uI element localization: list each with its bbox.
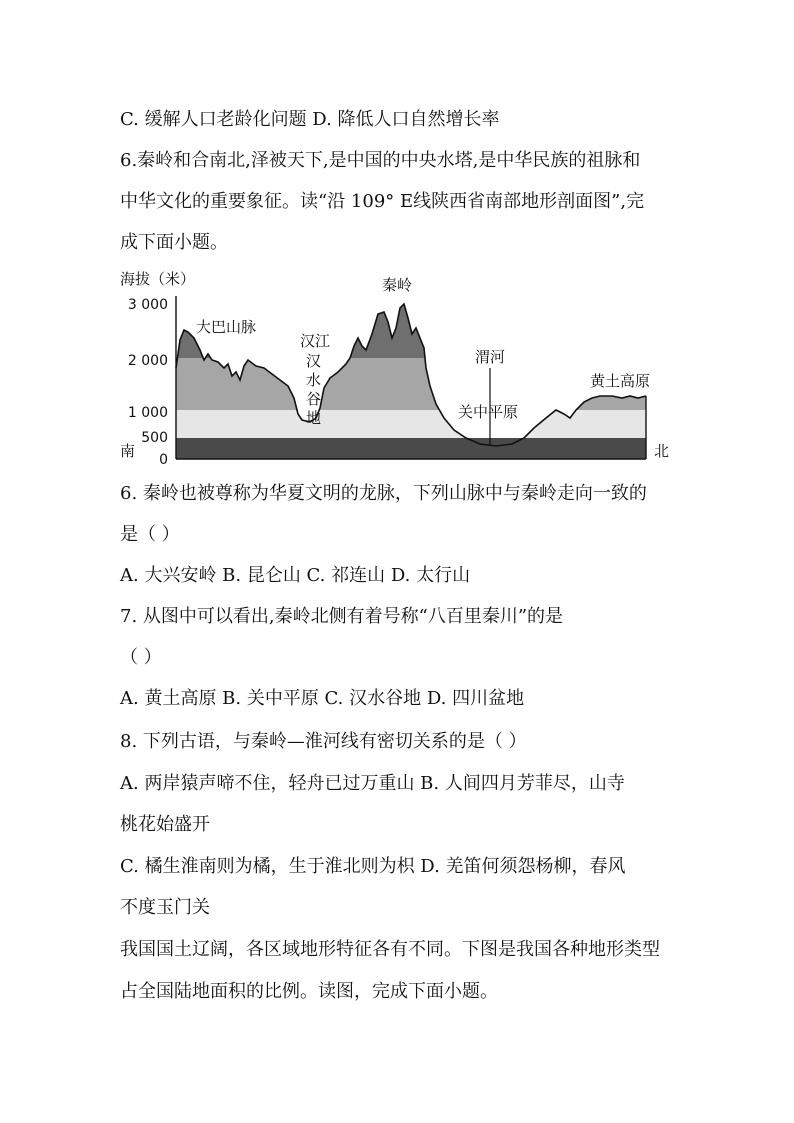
line-17: 占全国陆地面积的比例。读图，完成下面小题。 (120, 981, 498, 1002)
label-hanshui-4: 地 (306, 409, 322, 427)
line-9: （ ） (120, 647, 162, 668)
line-8: 7. 从图中可以看出,秦岭北侧有着号称“八百里秦川”的是 (120, 606, 564, 627)
y-tick-1000: 1 000 (127, 405, 168, 421)
y-tick-2000: 2 000 (127, 353, 168, 369)
line-5: 6. 秦岭也被尊称为华夏文明的龙脉，下列山脉中与秦岭走向一致的 (120, 483, 647, 504)
line-13: 桃花始盛开 (120, 814, 210, 835)
y-axis-title: 海拔（米） (120, 270, 196, 288)
line-10: A. 黄土高原 B. 关中平原 C. 汉水谷地 D. 四川盆地 (120, 688, 525, 709)
label-hanjiang: 汉江 (300, 332, 331, 350)
line-6: 是（ ） (120, 524, 180, 545)
label-hanshui-1: 汉 (306, 352, 322, 370)
north-label: 北 (654, 442, 670, 460)
y-tick-3000: 3 000 (127, 297, 168, 313)
y-tick-500: 500 (141, 430, 168, 446)
label-weihe: 渭河 (475, 348, 506, 366)
south-label: 南 (120, 442, 136, 460)
label-loess-plateau: 黄土高原 (590, 372, 651, 390)
terrain-profile-figure (118, 268, 678, 464)
line-15: 不度玉门关 (120, 897, 210, 918)
label-hanshui-2: 水 (306, 371, 322, 389)
line-7: A. 大兴安岭 B. 昆仑山 C. 祁连山 D. 太行山 (120, 565, 471, 586)
label-qinling: 秦岭 (382, 276, 413, 294)
line-12: A. 两岸猿声啼不住，轻舟已过万重山 B. 人间四月芳菲尽，山寺 (120, 773, 625, 794)
terrain-profile-svg (118, 268, 678, 464)
line-3: 中华文化的重要象征。读“沿 109° E线陕西省南部地形剖面图”,完 (120, 191, 645, 212)
line-4: 成下面小题。 (120, 232, 228, 253)
line-2: 6.秦岭和合南北,泽被天下,是中国的中央水塔,是中华民族的祖脉和 (120, 150, 641, 171)
line-1: C. 缓解人口老龄化问题 D. 降低人口自然增长率 (120, 109, 500, 130)
label-daba-mountains: 大巴山脉 (196, 318, 257, 336)
line-16: 我国国土辽阔，各区域地形特征各有不同。下图是我国各种地形类型 (120, 939, 660, 960)
y-tick-0: 0 (159, 452, 168, 464)
label-guanzhong-plain: 关中平原 (458, 403, 519, 421)
line-11: 8. 下列古语，与秦岭—淮河线有密切关系的是（ ） (120, 731, 527, 752)
label-hanshui-3: 谷 (306, 390, 322, 408)
line-14: C. 橘生淮南则为橘，生于淮北则为枳 D. 羌笛何须怨杨柳，春风 (120, 856, 626, 877)
